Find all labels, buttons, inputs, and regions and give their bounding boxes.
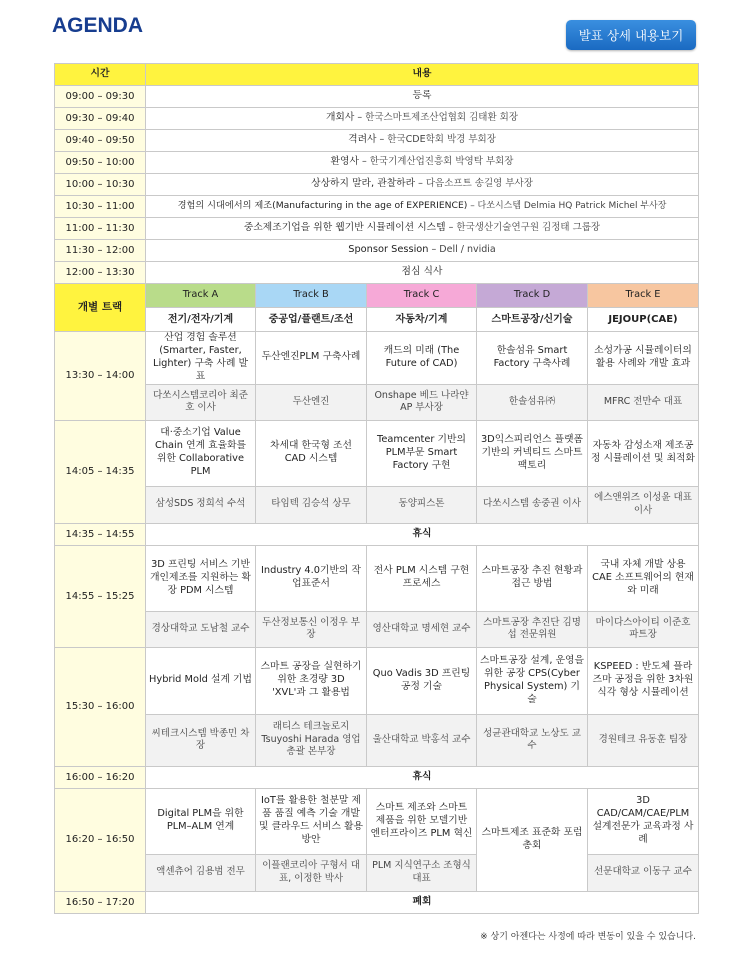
table-row bbox=[55, 130, 699, 152]
table-row bbox=[55, 108, 699, 130]
track-c-category: 자동차/기계 bbox=[367, 308, 477, 332]
session-speaker: 이플랜코리아 구형서 대표, 이정한 박사 bbox=[256, 854, 367, 891]
session-title: 3D 프린팅 서비스 기반 개인제조를 지원하는 확장 PDM 시스템 bbox=[146, 545, 256, 611]
session-title: 한솔섬유 Smart Factory 구축사례 bbox=[477, 332, 588, 385]
table-row bbox=[55, 240, 699, 262]
table-row bbox=[55, 262, 699, 284]
table-row bbox=[55, 891, 699, 913]
session-title: 대·중소기업 Value Chain 연계 효율화를 위한 Collaborative PLM bbox=[146, 420, 256, 486]
session-title: 중소제조기업을 위한 웹기반 시뮬레이션 시스템 bbox=[243, 222, 446, 234]
time-cell: 14:55 – 15:25 bbox=[55, 545, 146, 647]
time-cell: 13:30 – 14:00 bbox=[55, 332, 146, 421]
track-e-name: Track E bbox=[588, 284, 699, 308]
time-cell: 10:30 – 11:00 bbox=[55, 196, 146, 218]
content-cell bbox=[146, 86, 699, 108]
table-row bbox=[55, 86, 699, 108]
session-speaker: PLM 지식연구소 조형식 대표 bbox=[367, 854, 477, 891]
session-title: Hybrid Mold 설계 기법 bbox=[146, 647, 256, 714]
session-title: IoT를 활용한 철분말 제품 품질 예측 기술 개발 및 클라우드 서비스 활용 방안 bbox=[256, 788, 367, 854]
time-cell: 16:00 – 16:20 bbox=[55, 766, 146, 788]
table-row bbox=[55, 218, 699, 240]
session-title: Digital PLM을 위한 PLM–ALM 연계 bbox=[146, 788, 256, 854]
session-speaker: 에스앤위즈 이성윤 대표이사 bbox=[588, 486, 699, 523]
time-cell: 09:50 – 10:00 bbox=[55, 152, 146, 174]
time-cell: 09:30 – 09:40 bbox=[55, 108, 146, 130]
session-title: 스마트공장 추진 현황과 접근 방법 bbox=[477, 545, 588, 611]
session-title: 점심 식사 bbox=[401, 266, 443, 278]
track-c-name: Track C bbox=[367, 284, 477, 308]
session-speaker: 래티스 테크놀로지 Tsuyoshi Harada 영업총괄 본부장 bbox=[256, 714, 367, 766]
session-title: KSPEED : 반도체 플라즈마 공정을 위한 3차원 식각 형상 시뮬레이션 bbox=[588, 647, 699, 714]
session-speaker: – 한국기계산업진흥회 박영탁 부회장 bbox=[358, 156, 514, 168]
table-row bbox=[55, 523, 699, 545]
session-title: Sponsor Session bbox=[348, 244, 429, 256]
session-title: Teamcenter 기반의 PLM부문 Smart Factory 구현 bbox=[367, 420, 477, 486]
content-cell bbox=[146, 240, 699, 262]
time-header: 시간 bbox=[55, 64, 146, 86]
session-title: 소성가공 시뮬레이터의 활용 사례와 개발 효과 bbox=[588, 332, 699, 385]
session-speaker: 두산정보통신 이정우 부장 bbox=[256, 611, 367, 647]
track-d-name: Track D bbox=[477, 284, 588, 308]
session-speaker: 경원테크 유동훈 팀장 bbox=[588, 714, 699, 766]
page-title: AGENDA bbox=[52, 14, 144, 37]
session-speaker: – 한국스마트제조산업협회 김태환 회장 bbox=[354, 112, 519, 124]
session-title: 3D CAD/CAM/CAE/PLM 설계전문가 교육과정 사례 bbox=[588, 788, 699, 854]
session-speaker: 성균관대학교 노상도 교수 bbox=[477, 714, 588, 766]
session-title: 차세대 한국형 조선 CAD 시스템 bbox=[256, 420, 367, 486]
session-speaker: 스마트공장 추진단 김명섭 전문위원 bbox=[477, 611, 588, 647]
session-speaker: 울산대학교 박홍석 교수 bbox=[367, 714, 477, 766]
session-speaker: 액센츄어 김용범 전무 bbox=[146, 854, 256, 891]
session-title: 3D익스피리언스 플랫폼 기반의 커넥티드 스마트 팩토리 bbox=[477, 420, 588, 486]
content-header: 내용 bbox=[146, 64, 699, 86]
track-b-name: Track B bbox=[256, 284, 367, 308]
session-speaker: 마이다스아이티 이준호 파트장 bbox=[588, 611, 699, 647]
track-e-category: JEJOUP(CAE) bbox=[588, 308, 699, 332]
session-speaker: – 한국CDE학회 박경 부회장 bbox=[376, 134, 496, 146]
track-a-name: Track A bbox=[146, 284, 256, 308]
session-title: 산업 경험 솔루션 (Smarter, Faster, Lighter) 구축 사례 발표 bbox=[146, 332, 256, 385]
content-cell bbox=[146, 152, 699, 174]
session-speaker: 두산엔진 bbox=[256, 384, 367, 420]
time-cell: 15:30 – 16:00 bbox=[55, 647, 146, 766]
table-row bbox=[55, 196, 699, 218]
content-cell bbox=[146, 218, 699, 240]
session-speaker: MFRC 전만수 대표 bbox=[588, 384, 699, 420]
content-cell bbox=[146, 262, 699, 284]
session-speaker: – Dell / nvidia bbox=[428, 244, 496, 256]
session-title: Quo Vadis 3D 프린팅 공정 기술 bbox=[367, 647, 477, 714]
content-cell bbox=[146, 130, 699, 152]
break-label: 휴식 bbox=[146, 523, 699, 545]
time-cell: 09:40 – 09:50 bbox=[55, 130, 146, 152]
session-speaker: 다쏘시스템코리아 최준호 이사 bbox=[146, 384, 256, 420]
session-title: 전사 PLM 시스템 구현 프로세스 bbox=[367, 545, 477, 611]
session-speaker: – 다쏘시스템 Delmia HQ Patrick Michel 부사장 bbox=[467, 201, 667, 212]
time-cell: 09:00 – 09:30 bbox=[55, 86, 146, 108]
session-title: 상상하지 말라, 관찰하라 bbox=[311, 178, 416, 190]
session-speaker: 경상대학교 도남철 교수 bbox=[146, 611, 256, 647]
track-d-category: 스마트공장/신기술 bbox=[477, 308, 588, 332]
session-speaker: – 한국생산기술연구원 김정태 그룹장 bbox=[445, 222, 601, 234]
session-speaker: 씨테크시스템 박종민 차장 bbox=[146, 714, 256, 766]
session-title: 개회사 bbox=[325, 112, 355, 124]
session-speaker: 선문대학교 이동구 교수 bbox=[588, 854, 699, 891]
time-cell: 14:05 – 14:35 bbox=[55, 420, 146, 523]
time-cell: 16:20 – 16:50 bbox=[55, 788, 146, 891]
session-speaker: – 다음소프트 송길영 부사장 bbox=[415, 178, 533, 190]
session-title: 스마트제조 표준화 포럼 총회 bbox=[477, 788, 588, 891]
session-speaker: 다쏘시스템 송중권 이사 bbox=[477, 486, 588, 523]
session-title: 스마트공장 설계, 운영을 위한 공장 CPS(Cyber Physical System) 기술 bbox=[477, 647, 588, 714]
track-a-category: 전기/전자/기계 bbox=[146, 308, 256, 332]
session-title: 스마트 제조와 스마트 제품을 위한 모델기반 엔터프라이즈 PLM 혁신 bbox=[367, 788, 477, 854]
time-cell: 12:00 – 13:30 bbox=[55, 262, 146, 284]
session-speaker: 삼성SDS 정희석 수석 bbox=[146, 486, 256, 523]
session-title: 두산엔진PLM 구축사례 bbox=[256, 332, 367, 385]
time-cell: 10:00 – 10:30 bbox=[55, 174, 146, 196]
time-cell: 14:35 – 14:55 bbox=[55, 523, 146, 545]
session-speaker: 영산대학교 명세현 교수 bbox=[367, 611, 477, 647]
break-label: 폐회 bbox=[146, 891, 699, 913]
footnote: ※ 상기 아젠다는 사정에 따라 변동이 있을 수 있습니다. bbox=[480, 932, 696, 942]
time-cell: 11:30 – 12:00 bbox=[55, 240, 146, 262]
session-title: 등록 bbox=[412, 90, 432, 102]
session-title: 스마트 공장을 실현하기 위한 초경량 3D 'XVL'과 그 활용법 bbox=[256, 647, 367, 714]
session-speaker: 한솔섬유㈜ bbox=[477, 384, 588, 420]
session-title: Industry 4.0기반의 작업표준서 bbox=[256, 545, 367, 611]
session-title: 자동차 감성소재 제조공정 시뮬레이션 및 최적화 bbox=[588, 420, 699, 486]
session-speaker: 타임텍 김승석 상무 bbox=[256, 486, 367, 523]
detail-button[interactable]: 발표 상세 내용보기 bbox=[566, 20, 696, 50]
session-title: 격려사 bbox=[348, 134, 377, 146]
table-row bbox=[55, 174, 699, 196]
table-row bbox=[55, 152, 699, 174]
table-row bbox=[55, 766, 699, 788]
agenda-table bbox=[54, 63, 699, 914]
session-speaker: 동양피스톤 bbox=[367, 486, 477, 523]
time-cell: 11:00 – 11:30 bbox=[55, 218, 146, 240]
session-title: 환영사 bbox=[330, 156, 359, 168]
track-b-category: 중공업/플랜트/조선 bbox=[256, 308, 367, 332]
session-title: 경험의 시대에서의 제조(Manufacturing in the age of EXPERIENCE) bbox=[177, 200, 468, 212]
session-speaker: Onshape 베드 나라얀 AP 부사장 bbox=[367, 384, 477, 420]
time-cell: 16:50 – 17:20 bbox=[55, 891, 146, 913]
content-cell bbox=[146, 174, 699, 196]
content-cell bbox=[146, 196, 699, 218]
session-title: 캐드의 미래 (The Future of CAD) bbox=[367, 332, 477, 385]
session-title: 국내 자체 개발 상용 CAE 소프트웨어의 현재와 미래 bbox=[588, 545, 699, 611]
break-label: 휴식 bbox=[146, 766, 699, 788]
track-label: 개별 트랙 bbox=[55, 284, 146, 332]
content-cell bbox=[146, 108, 699, 130]
